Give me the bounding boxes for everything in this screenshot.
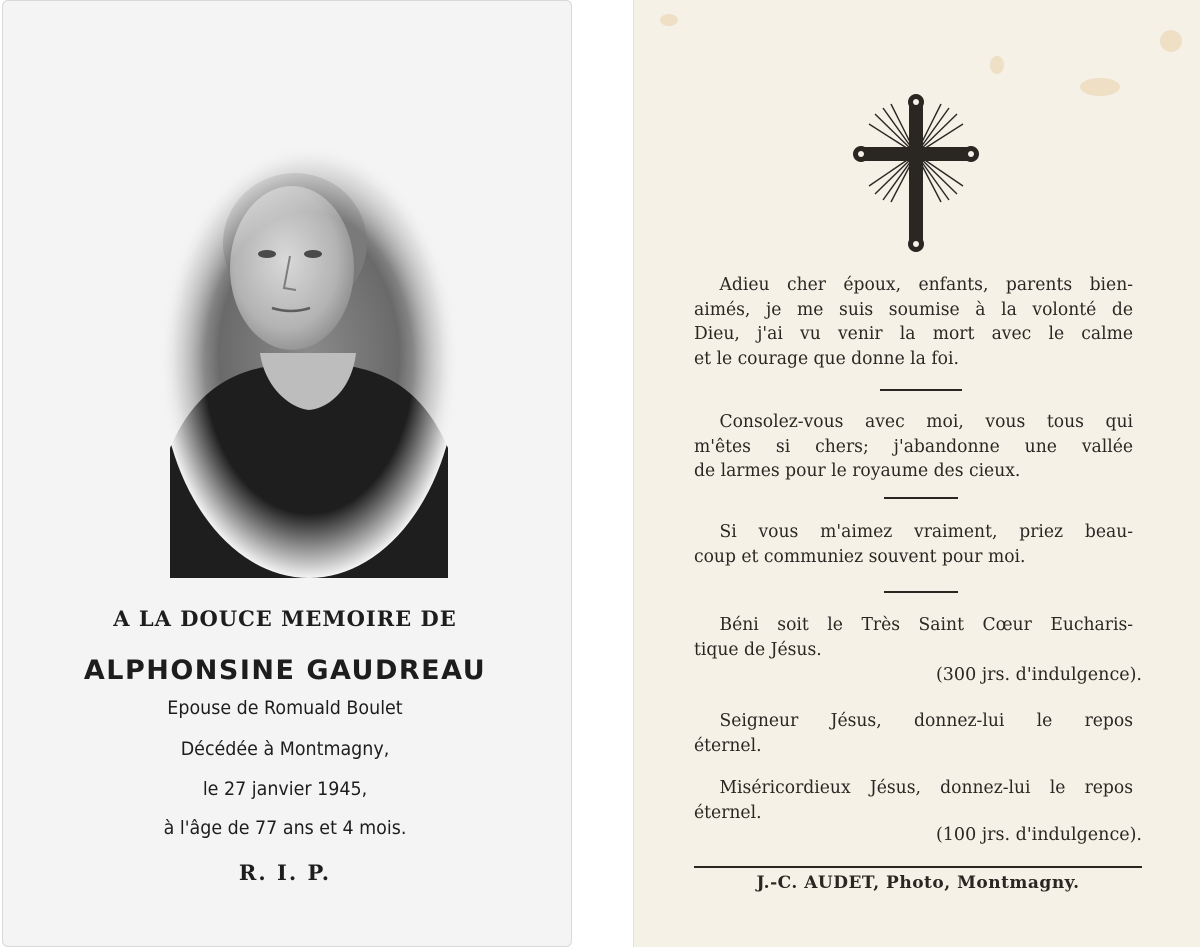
memorial-heading: A LA DOUCE MEMOIRE DE [113, 606, 457, 631]
photographer-credit: J.-C. AUDET, Photo, Montmagny. [756, 873, 1080, 893]
text-line: Dieu, j'ai vu venir la mort avec le calme [694, 324, 1134, 344]
text-line: Miséricordieux Jésus, donnez-lui le repos [719, 778, 1134, 798]
death-date: le 27 janvier 1945, [202, 778, 368, 800]
prayer-eternal-rest [694, 709, 1133, 758]
paper-stain [1160, 30, 1182, 52]
divider [884, 591, 958, 593]
age-line: à l'âge de 77 ans et 4 mois. [163, 817, 407, 839]
prayer-sacred-heart [694, 613, 1133, 662]
text-line: m'êtes si chers; j'abandonne une vallée [694, 436, 1134, 457]
text-line: Si vous m'aimez vraiment, priez beau- [719, 522, 1134, 542]
cross-icon [853, 94, 979, 252]
spouse-line: Epouse de Romuald Boulet [167, 697, 403, 719]
text-line: éternel. [694, 735, 762, 756]
deceased-name: ALPHONSINE GAUDREAU [83, 655, 487, 686]
text-line: éternel. [694, 802, 762, 823]
text-line: et le courage que donne la foi. [694, 348, 959, 369]
text-line: Seigneur Jésus, donnez-lui le repos [719, 711, 1134, 731]
farewell-paragraph [694, 273, 1133, 371]
text-line: Béni soit le Très Saint Cœur Eucharis- [719, 615, 1134, 635]
text-line: coup et communiez souvent pour moi. [694, 546, 1026, 567]
paper-stain [1080, 78, 1120, 96]
text-line: aimés, je me suis soumise à la volonté de [694, 299, 1134, 320]
text-line: de larmes pour le royaume des cieux. [694, 461, 1021, 481]
paper-stain [990, 56, 1004, 74]
rip-text: R. I. P. [238, 860, 332, 885]
indulgence-note: (100 jrs. d'indulgence). [935, 825, 1142, 845]
consolation-paragraph [694, 410, 1133, 484]
prayer-merciful-jesus [694, 776, 1133, 825]
paper-stain [660, 14, 678, 26]
prayer-request-paragraph [694, 520, 1133, 569]
death-place: Décédée à Montmagny, [180, 738, 390, 760]
text-line: Consolez-vous avec moi, vous tous qui [719, 412, 1134, 432]
divider [884, 497, 958, 499]
text-line: tique de Jésus. [694, 639, 822, 660]
footer-rule [694, 866, 1142, 868]
divider [880, 389, 962, 391]
text-line: Adieu cher époux, enfants, parents bien- [719, 275, 1134, 295]
indulgence-note: (300 jrs. d'indulgence). [935, 665, 1142, 685]
portrait-photo [160, 148, 458, 578]
